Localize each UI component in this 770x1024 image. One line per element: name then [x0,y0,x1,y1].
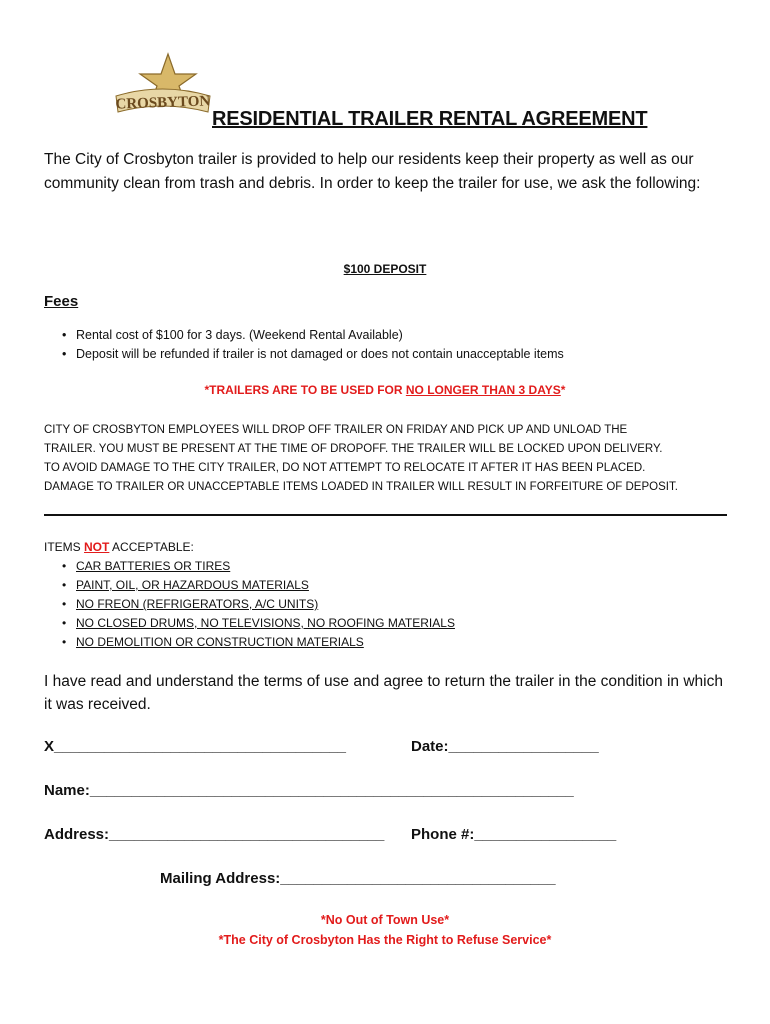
document-title: RESIDENTIAL TRAILER RENTAL AGREEMENT [212,108,648,130]
name-field[interactable]: Name:__________________________________________________________ [44,782,574,799]
mailing-address-field[interactable]: Mailing Address:_________________________________ [160,870,556,887]
fees-list [62,326,564,364]
list-item [62,557,455,576]
usage-warning [0,383,770,397]
footer-refuse-service: *The City of Crosbyton Has the Right to Refuse Service* [218,933,552,947]
notice-line: CITY OF CROSBYTON EMPLOYEES WILL DROP OFF TRAILER ON FRIDAY AND PICK UP AND UNLOAD THE [44,424,628,436]
list-item: • Rental cost of $100 for 3 days. (Weekend Rental Available) [62,326,564,345]
list-item [62,595,455,614]
intro-paragraph: The City of Crosbyton trailer is provided to help our residents keep their property as well as our community clean from trash and debris. In order to keep the trailer for use, we ask the following: [44,151,701,192]
address-field[interactable]: Address:_________________________________ [44,826,385,843]
star-logo-icon [112,52,214,122]
heading-not: NOT [84,540,110,554]
fees-heading: Fees [44,293,79,310]
items-not-acceptable-heading [44,540,194,554]
list-item [62,576,455,595]
logo-text: CROSBYTON [115,93,211,113]
footer-no-out-of-town: *No Out of Town Use* [320,913,450,927]
deposit-heading: $100 DEPOSIT [343,262,427,276]
notice-line: TO AVOID DAMAGE TO THE CITY TRAILER, DO NOT ATTEMPT TO RELOCATE IT AFTER IT HAS BEEN PLACED. [44,462,646,474]
notice-line: DAMAGE TO TRAILER OR UNACCEPTABLE ITEMS LOADED IN TRAILER WILL RESULT IN FORFEITURE OF DEPOSIT. [44,481,678,493]
list-item-text: NO CLOSED DRUMS, NO TELEVISIONS, NO ROOFING MATERIALS [76,616,455,630]
list-item-text: PAINT, OIL, OR HAZARDOUS MATERIALS [76,578,309,592]
list-item-text: CAR BATTERIES OR TIRES [76,559,231,573]
warning-prefix: *TRAILERS ARE TO BE USED FOR [204,383,406,397]
signature-field[interactable]: X___________________________________ [44,738,346,755]
date-field[interactable]: Date:__________________ [411,738,599,755]
agreement-statement: I have read and understand the terms of use and agree to return the trailer in the condition in which it was received. [44,673,723,713]
list-item [62,633,455,652]
delivery-notice [44,421,734,497]
list-item [62,614,455,633]
heading-suffix: ACCEPTABLE: [109,540,194,554]
list-item-text: NO DEMOLITION OR CONSTRUCTION MATERIALS [76,635,364,649]
warning-limit: NO LONGER THAN 3 DAYS [405,383,561,397]
notice-line: TRAILER. YOU MUST BE PRESENT AT THE TIME OF DROPOFF. THE TRAILER WILL BE LOCKED UPON DELIVERY. [44,443,663,455]
section-divider [44,514,727,516]
items-not-acceptable-list [62,557,455,652]
city-logo [112,52,214,122]
phone-field[interactable]: Phone #:_________________ [411,826,617,843]
warning-suffix: * [560,383,566,397]
list-item: • Deposit will be refunded if trailer is not damaged or does not contain unacceptable items [62,345,564,364]
list-item-text: NO FREON (REFRIGERATORS, A/C UNITS) [76,597,319,611]
heading-prefix: ITEMS [44,540,85,554]
